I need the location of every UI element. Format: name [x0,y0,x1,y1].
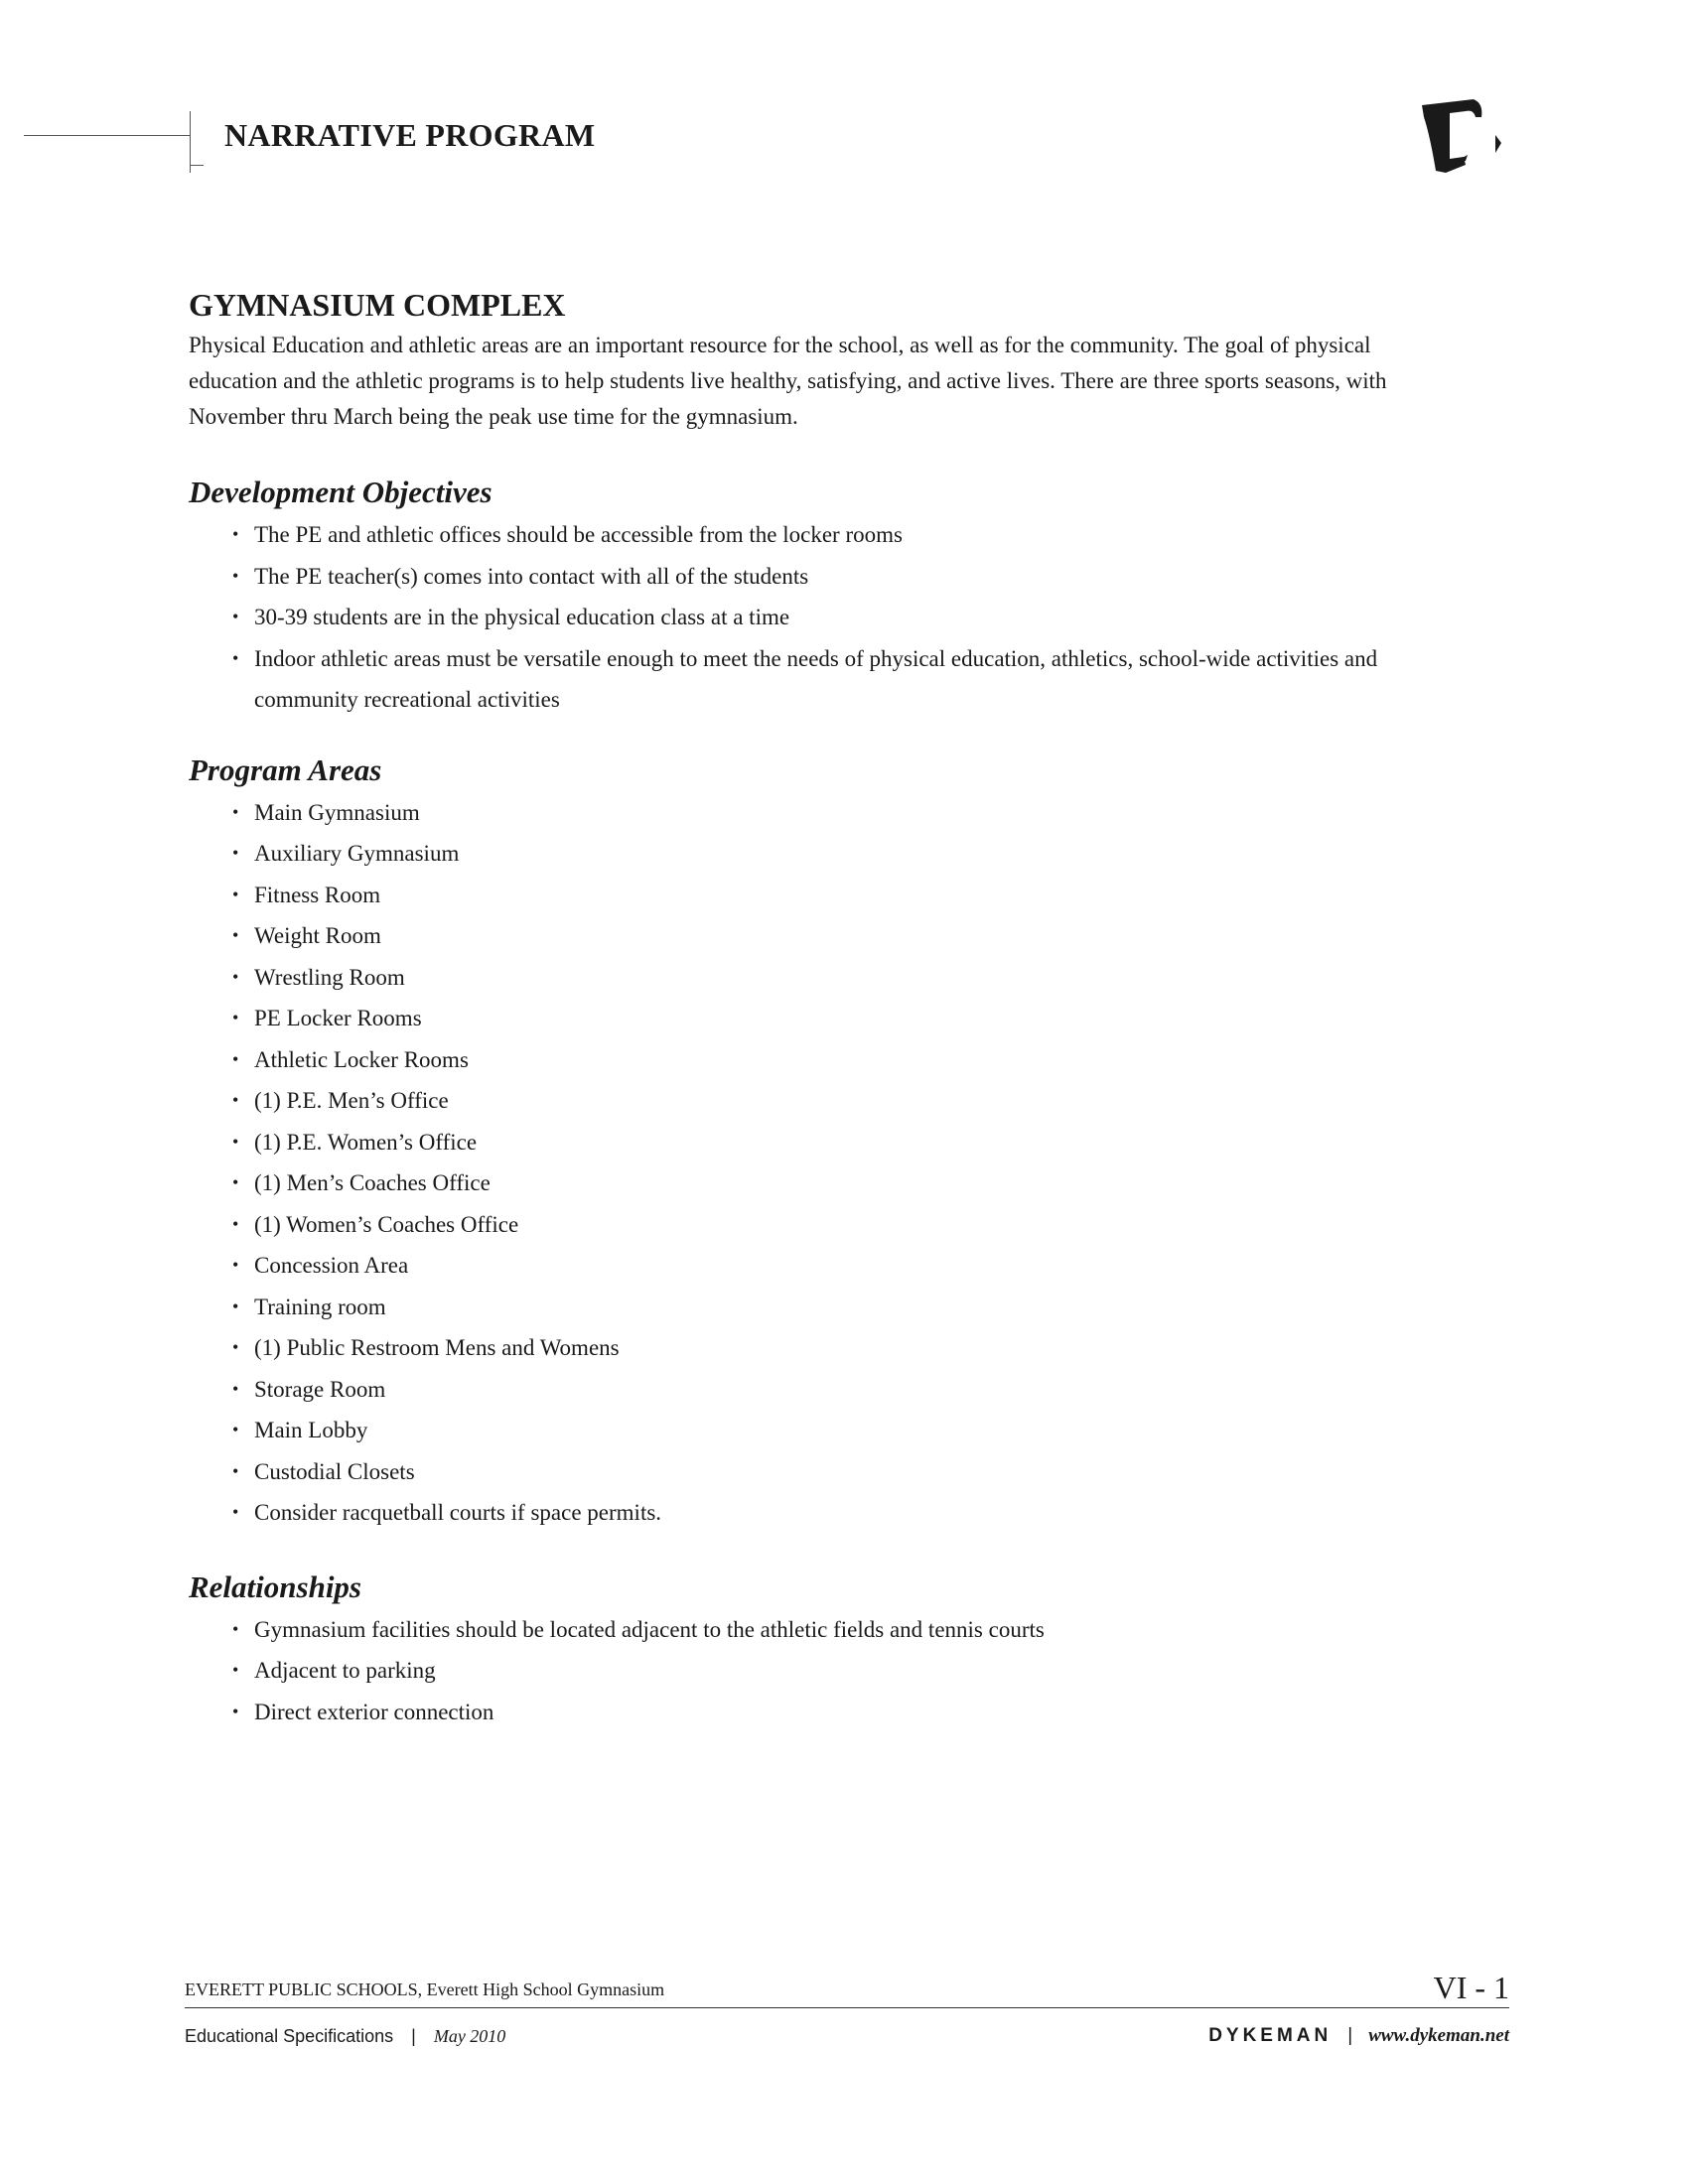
footer-separator: | [1347,2025,1353,2046]
header-rule [24,135,191,136]
list-item: • Gymnasium facilities should be located adjacent to the athletic fields and tennis courts [232,1609,1479,1651]
list-item: • (1) Men’s Coaches Office [232,1162,1479,1204]
footer-website: www.dykeman.net [1368,2025,1509,2046]
list-item: • (1) P.E. Women’s Office [232,1122,1479,1163]
footer-separator: | [411,2026,416,2046]
header-rule-tick [190,111,191,173]
footer-firm-info [1208,2025,1509,2047]
footer-client: EVERETT PUBLIC SCHOOLS, Everett High School Gymnasium [185,1979,665,1999]
list-item: • Main Gymnasium [232,792,1479,834]
list-item: • The PE teacher(s) comes into contact with all of the students [232,556,1466,598]
main-content [189,286,1479,1732]
footer-firm: DYKEMAN [1208,2025,1333,2046]
development-objectives-list [189,514,1479,721]
footer-document-info [185,2026,505,2047]
list-item: • Storage Room [232,1369,1479,1411]
section-intro: Physical Education and athletic areas are an important resource for the school, as well as for the community. The goal of physical education and the athletic programs is to help students live healthy, satisfying, and active lives. There are three sports seasons, with November thru March being the peak use time for the gymnasium. [189,333,1387,429]
list-item: • (1) P.E. Men’s Office [232,1080,1479,1122]
header-rule-foot [190,165,204,166]
page-header-title: NARRATIVE PROGRAM [224,117,596,153]
list-item: • Direct exterior connection [232,1692,1479,1733]
dykeman-logo-icon [1416,95,1505,191]
list-item: • (1) Women’s Coaches Office [232,1204,1479,1246]
development-objectives-heading: Development Objectives [189,475,492,509]
list-item: • The PE and athletic offices should be accessible from the locker rooms [232,514,1466,556]
list-item: • Consider racquetball courts if space permits. [232,1492,1479,1534]
relationships-heading: Relationships [189,1569,361,1604]
program-areas-heading: Program Areas [189,751,382,787]
list-item: • Adjacent to parking [232,1650,1479,1692]
section-title: GYMNASIUM COMPLEX [189,287,566,323]
footer-rule [185,2007,1509,2008]
list-item: • Weight Room [232,915,1479,957]
list-item: • Concession Area [232,1245,1479,1287]
list-item: • Training room [232,1287,1479,1328]
list-item: • Auxiliary Gymnasium [232,833,1479,875]
list-item: • Indoor athletic areas must be versatile enough to meet the needs of physical education, athletics, school-wide activities and community recreational activities [232,638,1466,721]
program-areas-list [189,792,1479,1534]
list-item: • (1) Public Restroom Mens and Womens [232,1327,1479,1369]
list-item: • Wrestling Room [232,957,1479,999]
list-item: • PE Locker Rooms [232,998,1479,1039]
list-item: • Athletic Locker Rooms [232,1039,1479,1081]
list-item: • 30-39 students are in the physical education class at a time [232,597,1466,638]
relationships-list [189,1609,1479,1733]
page-number: VI - 1 [1433,1970,1509,2005]
list-item: • Fitness Room [232,875,1479,916]
list-item: • Custodial Closets [232,1451,1479,1493]
footer-document: Educational Specifications [185,2026,394,2046]
footer-date: May 2010 [433,2026,506,2046]
list-item: • Main Lobby [232,1410,1479,1451]
